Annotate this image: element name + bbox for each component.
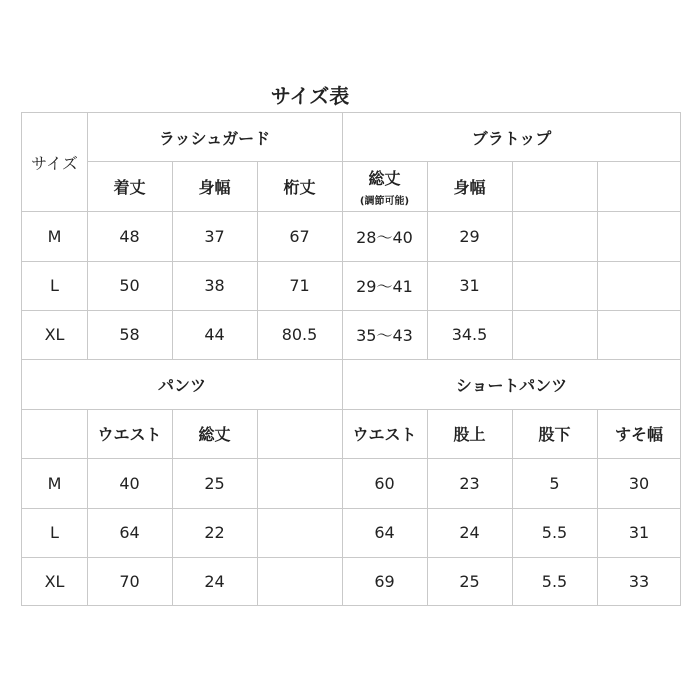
table-cell: 71 (289, 276, 310, 295)
table-cell: 5 (549, 473, 560, 493)
size-header: サイズ (31, 153, 78, 173)
row-size-label: L (50, 523, 59, 542)
table-cell: 24 (204, 572, 225, 591)
table-cell: 80.5 (281, 325, 318, 344)
row-size-label: XL (44, 572, 65, 591)
table-cell: 29 (459, 226, 480, 246)
bratop-header: ブラトップ (471, 128, 552, 148)
table-cell: 5.5 (541, 523, 568, 542)
shortpants-header: ショートパンツ (455, 375, 568, 395)
table-cell: 67 (289, 226, 310, 246)
column-header (342, 161, 427, 211)
column-header: ウエスト (352, 425, 417, 444)
title-text: サイズ表 (270, 84, 350, 108)
column-header: 股上 (453, 425, 486, 444)
divider (512, 161, 513, 359)
column-header-label: 総丈 (368, 168, 401, 188)
column-header: 総丈 (198, 425, 231, 444)
column-header: 身幅 (198, 177, 231, 197)
column-header: すそ幅 (614, 425, 663, 444)
column-header: 着丈 (113, 177, 146, 197)
table-cell: 64 (119, 523, 140, 542)
row-size-label: M (47, 473, 62, 493)
table-cell: 64 (374, 523, 395, 542)
column-header: ウエスト (97, 425, 162, 444)
pants-header: パンツ (157, 375, 206, 395)
column-header: 股下 (538, 425, 571, 444)
row-size-label: M (47, 226, 62, 246)
table-cell: 60 (374, 473, 395, 493)
table-cell: 28～40 (356, 227, 413, 247)
table-cell: 38 (204, 276, 225, 295)
table-cell: 40 (119, 473, 140, 493)
column-header: 桁丈 (283, 177, 316, 197)
table-cell: 23 (459, 473, 480, 493)
table-cell: 37 (204, 226, 225, 246)
size-table (21, 112, 681, 606)
table-cell: 69 (374, 572, 395, 591)
table-cell: 31 (628, 523, 650, 542)
table-cell: 25 (204, 473, 225, 493)
table-cell: 31 (459, 276, 480, 295)
table-cell: 29～41 (356, 277, 413, 296)
table-cell: 24 (459, 523, 480, 542)
table-cell: 44 (204, 325, 225, 344)
table-cell: 5.5 (541, 572, 568, 591)
divider (597, 161, 598, 359)
table-cell: 25 (459, 572, 480, 591)
column-header-note: (調節可能) (359, 195, 410, 207)
table-cell: 33 (628, 572, 650, 591)
table-cell: 70 (119, 572, 140, 591)
rashguard-header: ラッシュガード (158, 128, 271, 148)
column-header: 身幅 (453, 177, 486, 197)
table-cell: 50 (119, 276, 140, 295)
page-title (0, 80, 620, 109)
row-size-label: XL (44, 325, 65, 344)
table-cell: 48 (119, 226, 140, 246)
table-cell: 22 (204, 523, 225, 542)
divider (257, 409, 258, 606)
row-size-label: L (50, 276, 59, 295)
table-cell: 30 (628, 473, 650, 493)
table-cell: 35～43 (356, 326, 413, 345)
table-cell: 34.5 (451, 325, 488, 344)
table-cell: 58 (119, 325, 140, 344)
